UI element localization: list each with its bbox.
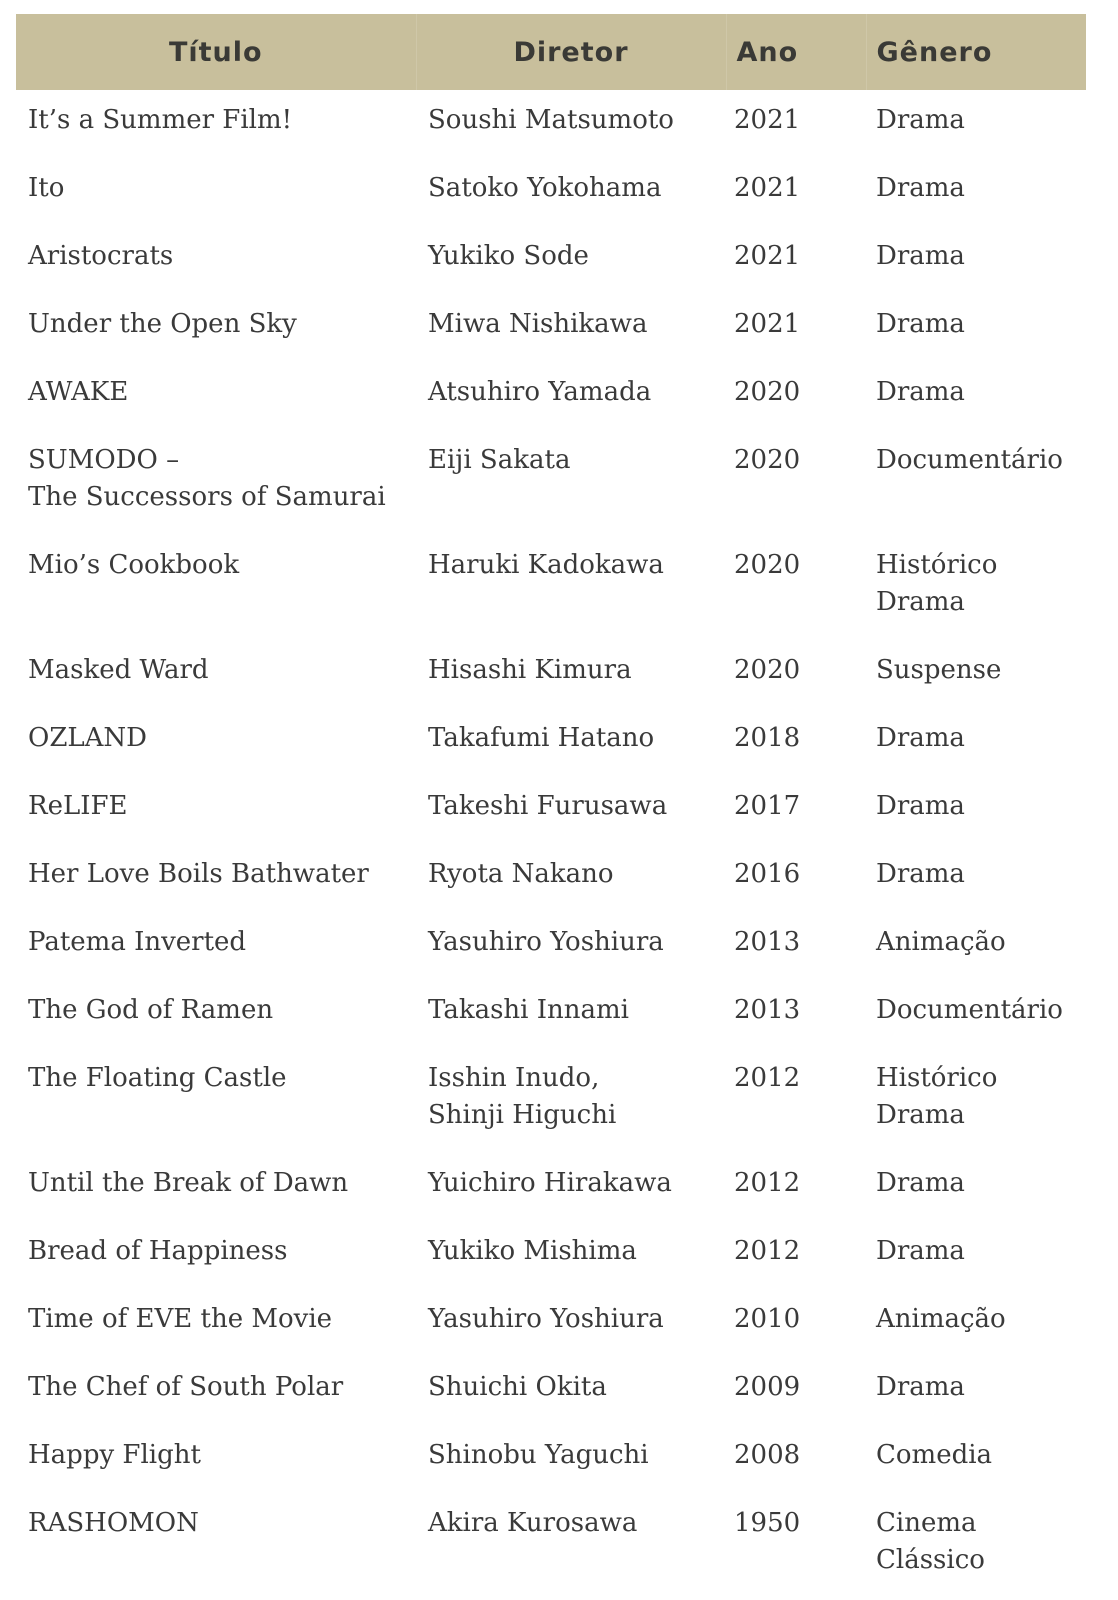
title-text: The God of Ramen <box>28 995 274 1025</box>
cell-director <box>416 844 726 912</box>
cell-director <box>416 90 726 158</box>
cell-year <box>726 1425 866 1493</box>
year-text: 2021 <box>734 309 801 339</box>
year-text: 2013 <box>734 927 801 957</box>
genre-text: Drama <box>876 791 965 821</box>
cell-year <box>726 294 866 362</box>
cell-title <box>16 708 416 776</box>
table-row <box>16 708 1086 776</box>
table-row <box>16 912 1086 980</box>
cell-genre <box>866 640 1086 708</box>
cell-title <box>16 912 416 980</box>
year-text: 2008 <box>734 1440 801 1470</box>
genre-text: Histórico Drama <box>876 1063 998 1130</box>
director-text: Satoko Yokohama <box>428 173 662 203</box>
cell-title <box>16 1425 416 1493</box>
cell-title <box>16 1221 416 1289</box>
cell-director <box>416 362 726 430</box>
header-row <box>16 14 1086 90</box>
genre-text: Documentário <box>876 445 1063 475</box>
table-row <box>16 535 1086 640</box>
cell-genre <box>866 980 1086 1048</box>
table-row <box>16 1221 1086 1289</box>
genre-text: Drama <box>876 723 965 753</box>
cell-genre <box>866 844 1086 912</box>
column-header-title: Título <box>16 14 416 90</box>
year-text: 2020 <box>734 655 801 685</box>
cell-director <box>416 294 726 362</box>
title-text: RASHOMON <box>28 1508 199 1538</box>
genre-text: Animação <box>876 927 1006 957</box>
cell-title <box>16 535 416 640</box>
director-text: Takafumi Hatano <box>428 723 655 753</box>
cell-title <box>16 1493 416 1598</box>
cell-genre <box>866 226 1086 294</box>
year-text: 2010 <box>734 1304 801 1334</box>
year-text: 2020 <box>734 550 801 580</box>
title-text: Aristocrats <box>28 241 174 271</box>
table-body <box>16 90 1086 1598</box>
cell-year <box>726 1357 866 1425</box>
column-header-director: Diretor <box>416 14 726 90</box>
title-text: The Chef of South Polar <box>28 1372 344 1402</box>
director-text: Yasuhiro Yoshiura <box>428 927 664 957</box>
cell-year <box>726 1153 866 1221</box>
cell-year <box>726 1221 866 1289</box>
title-text: AWAKE <box>28 377 129 407</box>
director-text: Isshin Inudo, Shinji Higuchi <box>428 1063 617 1130</box>
genre-text: Suspense <box>876 655 1002 685</box>
cell-year <box>726 708 866 776</box>
genre-text: Drama <box>876 1236 965 1266</box>
cell-title <box>16 226 416 294</box>
genre-text: Documentário <box>876 995 1063 1025</box>
cell-genre <box>866 1153 1086 1221</box>
table-row <box>16 158 1086 226</box>
table-row <box>16 1289 1086 1357</box>
table-row <box>16 362 1086 430</box>
year-text: 2017 <box>734 791 801 821</box>
genre-text: Drama <box>876 309 965 339</box>
cell-year <box>726 1289 866 1357</box>
genre-text: Animação <box>876 1304 1006 1334</box>
title-text: The Floating Castle <box>28 1063 287 1093</box>
year-text: 1950 <box>734 1508 801 1538</box>
cell-year <box>726 980 866 1048</box>
genre-text: Comedia <box>876 1440 993 1470</box>
genre-text: Drama <box>876 173 965 203</box>
cell-director <box>416 1425 726 1493</box>
title-text: SUMODO – The Successors of Samurai <box>28 445 386 512</box>
cell-year <box>726 158 866 226</box>
year-text: 2012 <box>734 1236 801 1266</box>
director-text: Takashi Innami <box>428 995 629 1025</box>
cell-title <box>16 430 416 535</box>
title-text: Ito <box>28 173 65 203</box>
director-text: Haruki Kadokawa <box>428 550 664 580</box>
genre-text: Drama <box>876 105 965 135</box>
cell-year <box>726 844 866 912</box>
cell-director <box>416 640 726 708</box>
director-text: Yukiko Mishima <box>428 1236 637 1266</box>
director-text: Atsuhiro Yamada <box>428 377 652 407</box>
director-text: Hisashi Kimura <box>428 655 632 685</box>
cell-year <box>726 535 866 640</box>
table-row <box>16 980 1086 1048</box>
year-text: 2013 <box>734 995 801 1025</box>
year-text: 2021 <box>734 105 801 135</box>
cell-director <box>416 1153 726 1221</box>
film-table <box>16 14 1086 1598</box>
title-text: Time of EVE the Movie <box>28 1304 333 1334</box>
year-text: 2020 <box>734 377 801 407</box>
cell-director <box>416 1289 726 1357</box>
cell-year <box>726 776 866 844</box>
title-text: Bread of Happiness <box>28 1236 288 1266</box>
title-text: Masked Ward <box>28 655 209 685</box>
cell-title <box>16 362 416 430</box>
cell-director <box>416 535 726 640</box>
year-text: 2020 <box>734 445 801 475</box>
cell-year <box>726 226 866 294</box>
genre-text: Drama <box>876 377 965 407</box>
table-row <box>16 1048 1086 1153</box>
cell-genre <box>866 158 1086 226</box>
cell-director <box>416 1493 726 1598</box>
genre-text: Drama <box>876 1372 965 1402</box>
table-row <box>16 1153 1086 1221</box>
cell-title <box>16 158 416 226</box>
table-row <box>16 1493 1086 1598</box>
title-text: Until the Break of Dawn <box>28 1168 349 1198</box>
cell-title <box>16 294 416 362</box>
year-text: 2009 <box>734 1372 801 1402</box>
genre-text: Drama <box>876 1168 965 1198</box>
cell-genre <box>866 362 1086 430</box>
director-text: Akira Kurosawa <box>428 1508 638 1538</box>
column-header-genre: Gênero <box>866 14 1086 90</box>
cell-genre <box>866 430 1086 535</box>
cell-director <box>416 708 726 776</box>
cell-title <box>16 90 416 158</box>
cell-director <box>416 1221 726 1289</box>
director-text: Soushi Matsumoto <box>428 105 674 135</box>
cell-director <box>416 226 726 294</box>
cell-genre <box>866 1048 1086 1153</box>
title-text: Patema Inverted <box>28 927 247 957</box>
director-text: Yuichiro Hirakawa <box>428 1168 672 1198</box>
cell-director <box>416 980 726 1048</box>
year-text: 2021 <box>734 241 801 271</box>
column-header-year: Ano <box>726 14 866 90</box>
cell-director <box>416 776 726 844</box>
table-header <box>16 14 1086 90</box>
cell-director <box>416 912 726 980</box>
cell-year <box>726 912 866 980</box>
table-row <box>16 430 1086 535</box>
cell-director <box>416 1357 726 1425</box>
director-text: Shinobu Yaguchi <box>428 1440 649 1470</box>
table-row <box>16 294 1086 362</box>
cell-genre <box>866 1493 1086 1598</box>
genre-text: Drama <box>876 241 965 271</box>
cell-year <box>726 640 866 708</box>
table-row <box>16 90 1086 158</box>
title-text: Her Love Boils Bathwater <box>28 859 369 889</box>
cell-genre <box>866 1289 1086 1357</box>
cell-director <box>416 430 726 535</box>
cell-genre <box>866 912 1086 980</box>
cell-title <box>16 1048 416 1153</box>
cell-title <box>16 640 416 708</box>
year-text: 2012 <box>734 1168 801 1198</box>
table-row <box>16 1425 1086 1493</box>
cell-genre <box>866 294 1086 362</box>
cell-year <box>726 362 866 430</box>
cell-director <box>416 158 726 226</box>
table-row <box>16 776 1086 844</box>
cell-year <box>726 430 866 535</box>
title-text: OZLAND <box>28 723 148 753</box>
director-text: Yukiko Sode <box>428 241 589 271</box>
director-text: Yasuhiro Yoshiura <box>428 1304 664 1334</box>
cell-title <box>16 844 416 912</box>
cell-year <box>726 1048 866 1153</box>
cell-genre <box>866 90 1086 158</box>
title-text: It’s a Summer Film! <box>28 105 293 135</box>
title-text: Under the Open Sky <box>28 309 297 339</box>
director-text: Takeshi Furusawa <box>428 791 668 821</box>
cell-genre <box>866 535 1086 640</box>
title-text: Mio’s Cookbook <box>28 550 240 580</box>
director-text: Ryota Nakano <box>428 859 614 889</box>
year-text: 2021 <box>734 173 801 203</box>
cell-genre <box>866 1425 1086 1493</box>
cell-year <box>726 1493 866 1598</box>
cell-title <box>16 776 416 844</box>
cell-director <box>416 1048 726 1153</box>
genre-text: Cinema Clássico <box>876 1508 985 1575</box>
table-row <box>16 640 1086 708</box>
director-text: Shuichi Okita <box>428 1372 607 1402</box>
year-text: 2016 <box>734 859 801 889</box>
genre-text: Histórico Drama <box>876 550 998 617</box>
title-text: ReLIFE <box>28 791 128 821</box>
director-text: Eiji Sakata <box>428 445 571 475</box>
cell-genre <box>866 776 1086 844</box>
cell-year <box>726 90 866 158</box>
cell-genre <box>866 708 1086 776</box>
cell-genre <box>866 1357 1086 1425</box>
year-text: 2012 <box>734 1063 801 1093</box>
cell-title <box>16 1153 416 1221</box>
table-row <box>16 1357 1086 1425</box>
year-text: 2018 <box>734 723 801 753</box>
title-text: Happy Flight <box>28 1440 201 1470</box>
cell-title <box>16 1357 416 1425</box>
cell-title <box>16 1289 416 1357</box>
cell-title <box>16 980 416 1048</box>
table-row <box>16 226 1086 294</box>
director-text: Miwa Nishikawa <box>428 309 648 339</box>
table-row <box>16 844 1086 912</box>
cell-genre <box>866 1221 1086 1289</box>
genre-text: Drama <box>876 859 965 889</box>
